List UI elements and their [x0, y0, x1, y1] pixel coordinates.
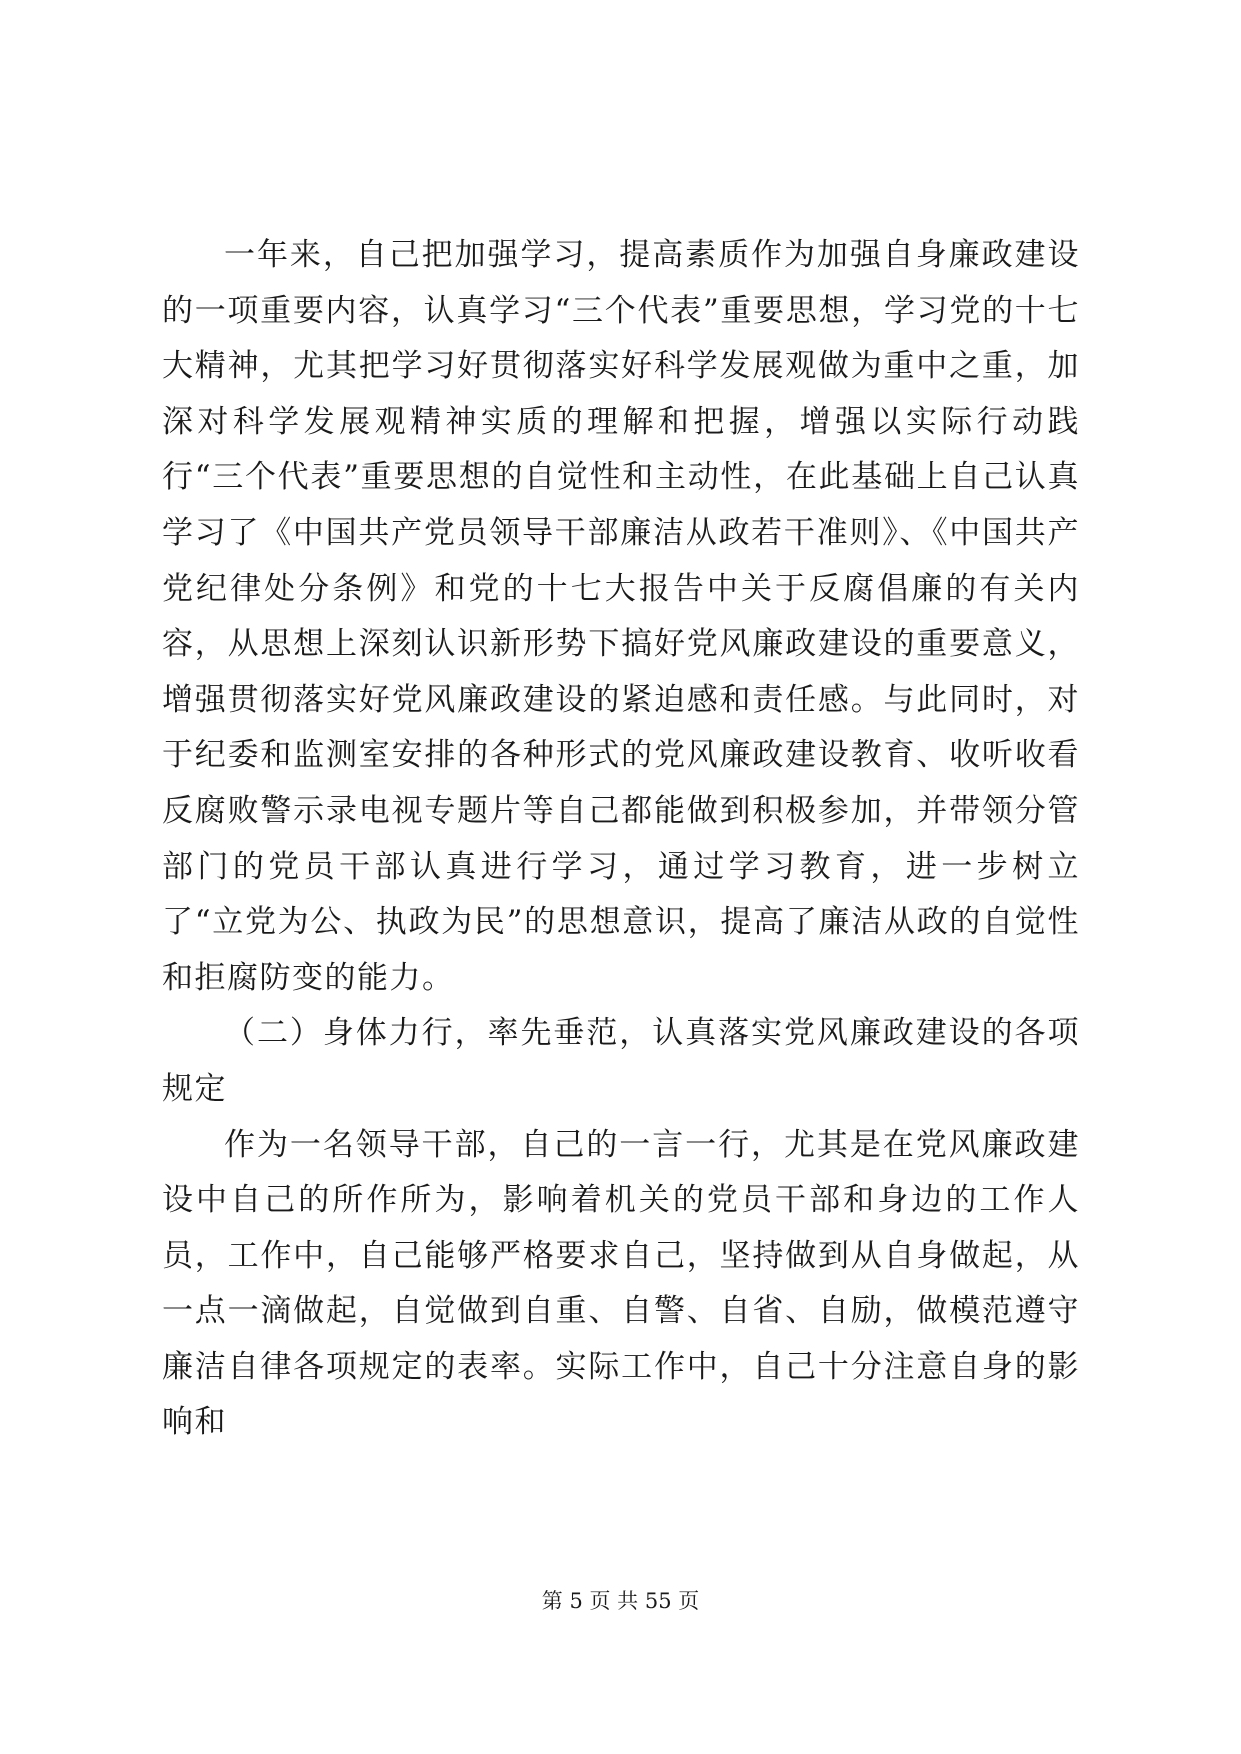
body-text	[162, 228, 1080, 1451]
paragraph-example: 作为一名领导干部，自己的一言一行，尤其是在党风廉政建设中自己的所作所为，影响着机关的党员干部和身边的工作人员，工作中，自己能够严格要求自己，坚持做到从自身做起，从一点一滴做起，自觉做到自重、自警、自省、自励，做模范遵守廉洁自律各项规定的表率。实际工作中，自己十分注意自身的影响和	[162, 1126, 1080, 1441]
page-number-footer: 第 5 页 共 55 页	[541, 1589, 700, 1613]
paragraph-study: 一年来，自己把加强学习，提高素质作为加强自身廉政建设的一项重要内容，认真学习“三个代表”重要思想，学习党的十七大精神，尤其把学习好贯彻落实好科学发展观做为重中之重，加深对科学发展观精神实质的理解和把握，增强以实际行动践行“三个代表”重要思想的自觉性和主动性，在此基础上自己认真学习了《中国共产党员领导干部廉洁从政若干准则》、《中国共产党纪律处分条例》和党的十七大报告中关于反腐倡廉的有关内容，从思想上深刻认识新形势下搞好党风廉政建设的重要意义，增强贯彻落实好党风廉政建设的紧迫感和责任感。与此同时，对于纪委和监测室安排的各种形式的党风廉政建设教育、收听收看反腐败警示录电视专题片等自己都能做到积极参加，并带领分管部门的党员干部认真进行学习，通过学习教育，进一步树立了“立党为公、执政为民”的思想意识，提高了廉洁从政的自觉性和拒腐防变的能力。	[162, 237, 1080, 996]
section-heading: （二）身体力行，率先垂范，认真落实党风廉政建设的各项规定	[162, 1015, 1080, 1107]
